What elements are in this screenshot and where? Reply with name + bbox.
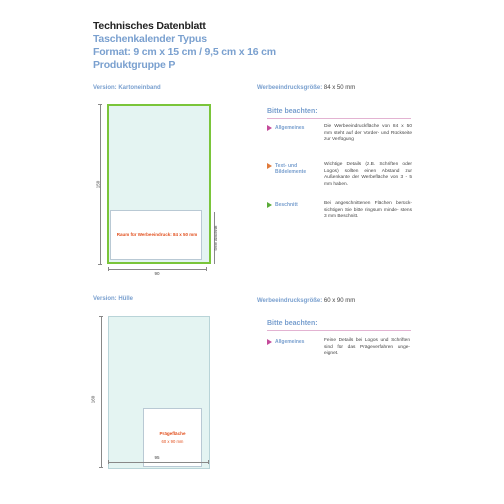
- item-label: Text- und Bildelemente: [275, 163, 307, 175]
- dim-tick: [108, 460, 109, 464]
- spec-value: 60 x 90 mm: [323, 298, 356, 304]
- product-name: Taschenkalender Typus: [93, 33, 207, 45]
- imprint-area: [110, 210, 202, 260]
- divider: [267, 330, 411, 331]
- height-dimension: 160: [90, 395, 96, 404]
- embossing-size: 60 x 90 mm: [161, 439, 184, 444]
- hint-title: Bitte beachten:: [267, 320, 318, 327]
- imprint-size-spec: [257, 85, 355, 91]
- width-dimension: 90: [154, 271, 160, 276]
- product-format: Format: 9 cm x 15 cm / 9,5 cm x 16 cm: [93, 46, 276, 58]
- dim-tick: [99, 467, 103, 468]
- dim-tick: [98, 264, 102, 265]
- width-dimension-line: [108, 269, 206, 270]
- bullet-arrow-icon: [267, 163, 272, 169]
- divider: [267, 118, 411, 119]
- spec-label: Werbeeindrucksgröße:: [257, 298, 323, 304]
- imprint-label: Raum für Werbeeindruck: 84 x 50 mm: [116, 232, 198, 237]
- item-label: Allgemeines: [275, 339, 305, 345]
- item-label: Beschnitt: [275, 202, 298, 208]
- item-label: Allgemeines: [275, 125, 305, 131]
- height-dimension: 150: [95, 180, 101, 189]
- hint-title: Bitte beachten:: [267, 108, 318, 115]
- cover-panel: [107, 104, 211, 264]
- dim-tick: [99, 316, 103, 317]
- bullet-arrow-icon: [267, 125, 272, 131]
- imprint-size-spec: [257, 298, 355, 304]
- item-text: Wichtige Details (z.B. Schriften oder Logos) sollten einen Abstand zur Außenkante der Werbefläche von 3 - 5 mm haben.: [324, 162, 412, 187]
- dim-tick: [108, 267, 109, 271]
- page-title: Technisches Datenblatt: [93, 20, 206, 32]
- spec-label: Werbeeindrucksgröße:: [257, 85, 323, 91]
- sleeve-panel: [108, 316, 210, 469]
- width-dimension-line: [108, 462, 208, 463]
- item-text: Feine Details bei Logos und Schriften sind für das Prägeverfahren unge- eignet.: [324, 338, 410, 357]
- version-label: Version: Hülle: [93, 296, 134, 302]
- spec-value: 84 x 50 mm: [323, 85, 356, 91]
- width-dimension: 95: [154, 455, 160, 460]
- height-dimension-line: [101, 316, 102, 467]
- dim-tick: [208, 460, 209, 464]
- bullet-arrow-icon: [267, 202, 272, 208]
- dim-tick: [206, 267, 207, 271]
- dim-tick: [98, 104, 102, 105]
- version-label: Version: Kartoneinband: [93, 85, 161, 91]
- item-text: Die Werbeeindruckfläche von 84 x 50 mm steht auf der Vorder- und Rückseite zur Verfügung: [324, 124, 412, 143]
- embossing-title: Prägefläche: [159, 431, 186, 436]
- side-dimension: 6mm Abschnitt: [214, 225, 218, 251]
- item-text: Bei angeschnittenen Flächen berück- sichtigen Sie bitte ringsum minde- stens 3 mm Beschnitt.: [324, 201, 412, 220]
- product-group: Produktgruppe P: [93, 59, 176, 71]
- bullet-arrow-icon: [267, 339, 272, 345]
